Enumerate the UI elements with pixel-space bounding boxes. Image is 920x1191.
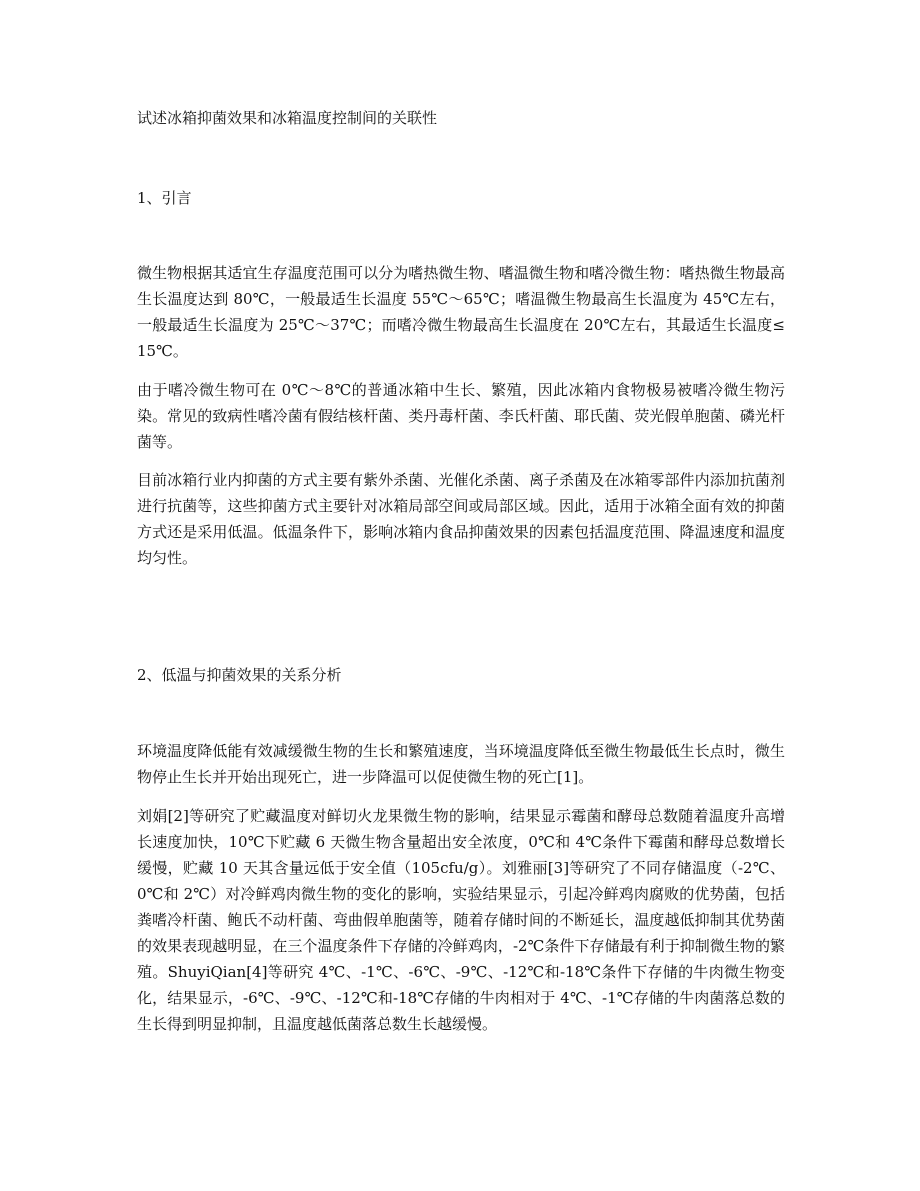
- document-title: 试述冰箱抑菌效果和冰箱温度控制间的关联性: [137, 109, 438, 127]
- section-1-paragraph-2: 由于嗜冷微生物可在 0℃～8℃的普通冰箱中生长、繁殖，因此冰箱内食物极易被嗜冷微生物污染。常见的致病性嗜冷菌有假结核杆菌、类丹毒杆菌、李氏杆菌、耶氏菌、荧光假单胞菌、磷光杆菌等。: [137, 381, 785, 451]
- section-1-paragraph-3: 目前冰箱行业内抑菌的方式主要有紫外杀菌、光催化杀菌、离子杀菌及在冰箱零部件内添加抗菌剂进行抗菌等，这些抑菌方式主要针对冰箱局部空间或局部区域。因此，适用于冰箱全面有效的抑菌方式还是采用低温。低温条件下，影响冰箱内食品抑菌效果的因素包括温度范围、降温速度和温度均匀性。: [137, 471, 785, 567]
- section-2-heading: 2、低温与抑菌效果的关系分析: [137, 666, 342, 684]
- section-1-heading: 1、引言: [137, 189, 192, 207]
- section-2-paragraph-1: 环境温度降低能有效减缓微生物的生长和繁殖速度，当环境温度降低至微生物最低生长点时，微生物停止生长并开始出现死亡，进一步降温可以促使微生物的死亡[1]。: [137, 742, 785, 786]
- section-1-paragraph-1: 微生物根据其适宜生存温度范围可以分为嗜热微生物、嗜温微生物和嗜冷微生物：嗜热微生物最高生长温度达到 80℃，一般最适生长温度 55℃～65℃；嗜温微生物最高生长温度为 45℃左右，一般最适生长温度为 25℃～37℃；而嗜冷微生物最高生长温度在 20℃左右，其最适生长温度≤15℃。: [137, 264, 785, 360]
- section-2-paragraph-2: 刘娟[2]等研究了贮藏温度对鲜切火龙果微生物的影响，结果显示霉菌和酵母总数随着温度升高增长速度加快，10℃下贮藏 6 天微生物含量超出安全浓度，0℃和 4℃条件下霉菌和酵母总数增长缓慢，贮藏 10 天其含量远低于安全值（105cfu/g）。刘雅丽[3]等研究了不同存储温度（-2℃、0℃和 2℃）对冷鲜鸡肉微生物的变化的影响，实验结果显示，引起冷鲜鸡肉腐败的优势菌，包括粪嗜冷杆菌、鲍氏不动杆菌、弯曲假单胞菌等，随着存储时间的不断延长，温度越低抑制其优势菌的效果表现越明显，在三个温度条件下存储的冷鲜鸡肉，-2℃条件下存储最有利于抑制微生物的繁殖。ShuyiQian[4]等研究 4℃、-1℃、-6℃、-9℃、-12℃和-18℃条件下存储的牛肉微生物变化，结果显示，-6℃、-9℃、-12℃和-18℃存储的牛肉相对于 4℃、-1℃存储的牛肉菌落总数的生长得到明显抑制，且温度越低菌落总数生长越缓慢。: [137, 807, 785, 1033]
